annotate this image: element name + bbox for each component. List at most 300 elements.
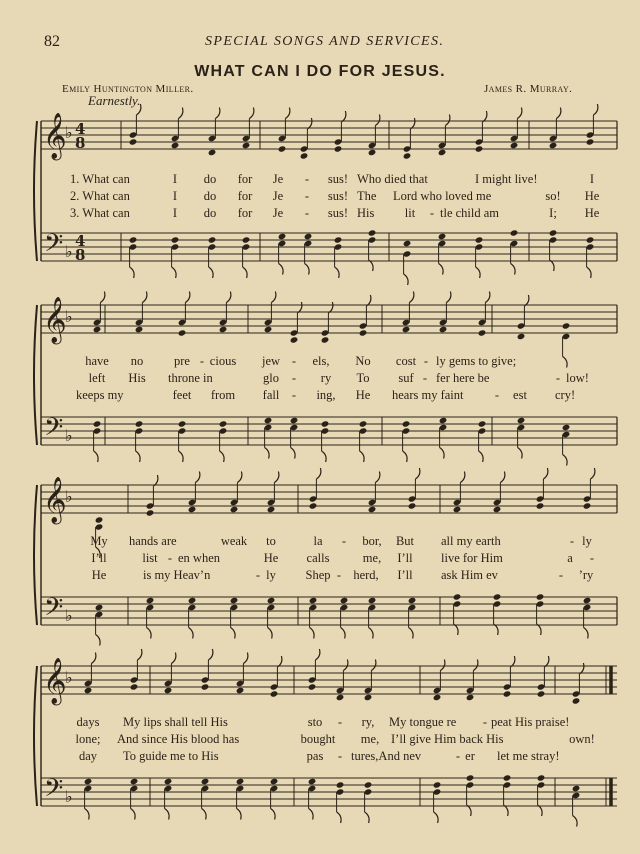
notehead <box>278 145 287 152</box>
lyric-syllable: - <box>482 715 488 729</box>
note-flag <box>271 292 276 303</box>
notehead <box>130 778 139 785</box>
note-flag <box>136 104 141 115</box>
note-flag <box>479 451 484 462</box>
lyric-line: 3. What can <box>70 206 130 220</box>
lyric-syllable: sus! <box>327 206 349 220</box>
notehead <box>510 142 519 149</box>
note-flag <box>366 295 371 306</box>
notehead <box>453 593 462 600</box>
lyric-syllable: tle child am <box>440 206 500 220</box>
lyric-syllable: low! <box>566 371 589 385</box>
note-flag <box>476 267 481 278</box>
lyric-syllable: hands are <box>129 534 177 548</box>
lyric-syllable: But <box>395 534 415 548</box>
notehead <box>368 149 377 156</box>
note-flag <box>91 653 96 664</box>
lyric-syllable: - <box>291 388 297 402</box>
note-flag <box>544 656 549 667</box>
lyric-syllable: so! <box>545 189 561 203</box>
lyric-syllable: I <box>172 206 178 220</box>
lyric-syllable: me, <box>360 732 380 746</box>
lyric-syllable: Who died that <box>357 172 428 186</box>
notehead <box>201 778 210 785</box>
note-flag <box>322 451 327 462</box>
notehead <box>242 142 251 149</box>
note-flag <box>537 624 542 635</box>
note-flag <box>482 111 487 122</box>
key-signature-flat: ♭ <box>65 123 73 142</box>
lyric-syllable: have <box>85 354 109 368</box>
note-flag <box>208 649 213 660</box>
notehead <box>219 420 228 427</box>
lyric-syllable: No <box>355 354 371 368</box>
treble-clef: 𝄞 <box>43 297 67 343</box>
page-number: 82 <box>44 33 60 50</box>
lyric-syllable: feet <box>172 388 192 402</box>
lyric-syllable: weak <box>220 534 248 548</box>
lyric-syllable: no <box>130 354 144 368</box>
note-flag <box>371 660 376 671</box>
bass-clef: 𝄢 <box>44 774 64 809</box>
notehead <box>466 694 475 701</box>
system-brace <box>34 666 37 806</box>
notehead <box>368 506 377 513</box>
notehead <box>517 417 526 424</box>
lyric-syllable: ry, <box>361 715 375 729</box>
notehead <box>290 336 299 343</box>
note-flag <box>220 451 225 462</box>
lyric-syllable: ly <box>582 534 592 548</box>
notehead <box>270 690 279 697</box>
note-flag <box>85 809 90 820</box>
lyric-syllable: do <box>203 189 217 203</box>
lyric-syllable: days <box>76 715 100 729</box>
treble-clef: 𝄞 <box>43 477 67 523</box>
notehead <box>336 694 345 701</box>
note-flag <box>231 628 236 639</box>
lyric-syllable: - <box>199 354 205 368</box>
lyric-syllable: He <box>584 206 600 220</box>
note-flag <box>337 812 342 823</box>
note-flag <box>178 108 183 119</box>
bass-clef: 𝄢 <box>44 229 64 264</box>
note-flag <box>404 274 409 285</box>
lyric-syllable: left <box>88 371 106 385</box>
notehead <box>453 506 462 513</box>
lyric-syllable: I <box>589 172 595 186</box>
note-flag <box>202 809 207 820</box>
lyric-syllable: - <box>304 172 310 186</box>
notehead <box>93 420 102 427</box>
lyric-syllable: lone; <box>75 732 101 746</box>
notehead <box>364 781 373 788</box>
lyric-line: 2. What can <box>70 189 130 203</box>
notehead <box>146 597 155 604</box>
treble-clef: 𝄞 <box>43 658 67 704</box>
hymn-composer: James R. Murray. <box>484 83 573 95</box>
lyric-syllable: He <box>355 388 371 402</box>
lyric-syllable: - <box>291 354 297 368</box>
bass-clef: 𝄢 <box>44 593 64 628</box>
notehead <box>583 597 592 604</box>
note-flag <box>563 455 568 466</box>
notehead <box>300 152 309 159</box>
lyric-syllable: - <box>167 551 173 565</box>
lyric-syllable: - <box>341 534 347 548</box>
note-flag <box>500 472 505 483</box>
notehead <box>433 781 442 788</box>
notehead <box>308 778 317 785</box>
notehead <box>309 502 318 509</box>
lyric-syllable: do <box>203 206 217 220</box>
note-flag <box>494 624 499 635</box>
note-flag <box>130 267 135 278</box>
lyric-syllable: hears my faint <box>392 388 464 402</box>
note-flag <box>446 292 451 303</box>
note-flag <box>467 805 472 816</box>
notehead <box>130 683 139 690</box>
notehead <box>368 597 377 604</box>
note-flag <box>556 108 561 119</box>
note-flag <box>440 660 445 671</box>
note-flag <box>307 118 312 129</box>
notehead <box>408 597 417 604</box>
lyric-syllable: ask Him ev <box>441 568 498 582</box>
lyric-syllable: la <box>313 534 323 548</box>
note-flag <box>237 472 242 483</box>
notehead <box>364 694 373 701</box>
note-flag <box>137 649 142 660</box>
lyric-syllable: Je <box>272 172 284 186</box>
lyric-syllable: jew <box>261 354 281 368</box>
notehead <box>503 690 512 697</box>
notehead <box>475 236 484 243</box>
note-flag <box>305 264 310 275</box>
note-flag <box>415 468 420 479</box>
notehead <box>236 687 245 694</box>
notehead <box>517 333 526 340</box>
lyric-syllable: He <box>91 568 107 582</box>
lyric-syllable: fall <box>262 388 280 402</box>
notehead <box>536 593 545 600</box>
hymn-author: Emily Huntington Miller. <box>62 83 194 95</box>
notehead <box>408 502 417 509</box>
notehead <box>267 597 276 604</box>
notehead <box>164 687 173 694</box>
lyric-syllable: for <box>237 172 253 186</box>
lyric-syllable: I <box>172 172 178 186</box>
lyric-syllable: cious <box>209 354 237 368</box>
system-brace <box>34 121 37 261</box>
note-flag <box>136 451 141 462</box>
note-flag <box>375 115 380 126</box>
note-flag <box>518 448 523 459</box>
notehead <box>264 417 273 424</box>
notehead <box>230 597 239 604</box>
note-flag <box>587 267 592 278</box>
notehead <box>188 597 197 604</box>
note-flag <box>550 260 555 271</box>
note-flag <box>100 292 105 303</box>
lyric-syllable: - <box>304 206 310 220</box>
notehead <box>208 236 217 243</box>
lyric-syllable: ’ry <box>578 568 594 582</box>
note-flag <box>195 472 200 483</box>
note-flag <box>584 628 589 639</box>
note-flag <box>504 805 509 816</box>
notehead <box>84 778 93 785</box>
notehead <box>93 326 102 333</box>
notehead <box>321 420 330 427</box>
notehead <box>95 604 104 611</box>
lyric-syllable: And since His blood has <box>117 732 240 746</box>
notehead <box>290 417 299 424</box>
lyric-syllable: I might live! <box>475 172 538 186</box>
notehead <box>334 145 343 152</box>
lyric-syllable: He <box>584 189 600 203</box>
note-flag <box>543 468 548 479</box>
note-flag <box>360 451 365 462</box>
notehead <box>572 697 581 704</box>
lyric-syllable: - <box>455 749 461 763</box>
note-flag <box>409 292 414 303</box>
notehead <box>84 687 93 694</box>
lyric-syllable: - <box>337 749 343 763</box>
notehead <box>493 506 502 513</box>
notehead <box>438 149 447 156</box>
note-flag <box>265 448 270 459</box>
key-signature-flat: ♭ <box>65 668 73 687</box>
note-flag <box>335 267 340 278</box>
notehead <box>478 420 487 427</box>
notehead <box>478 329 487 336</box>
notehead <box>562 424 571 431</box>
notehead <box>242 236 251 243</box>
notehead <box>135 326 144 333</box>
key-signature-flat: ♭ <box>65 242 73 261</box>
lyric-syllable: sto <box>307 715 323 729</box>
lyric-syllable: - <box>291 371 297 385</box>
note-flag <box>375 472 380 483</box>
note-flag <box>268 628 273 639</box>
bass-clef: 𝄢 <box>44 413 64 448</box>
lyric-syllable: cry! <box>555 388 576 402</box>
note-flag <box>434 812 439 823</box>
notehead <box>549 142 558 149</box>
notehead <box>433 694 442 701</box>
note-flag <box>365 812 370 823</box>
notehead <box>586 236 595 243</box>
system-brace <box>34 485 37 625</box>
lyric-syllable: - <box>423 354 429 368</box>
note-flag <box>277 656 282 667</box>
note-flag <box>409 628 414 639</box>
lyric-syllable: me, <box>362 551 382 565</box>
lyric-syllable: let me stray! <box>497 749 560 763</box>
note-flag <box>153 475 158 486</box>
lyric-syllable: to <box>266 534 276 548</box>
lyric-syllable: Lord who loved me <box>393 189 492 203</box>
lyric-syllable: - <box>555 371 561 385</box>
lyric-syllable: ly <box>266 568 276 582</box>
lyric-syllable: own! <box>569 732 595 746</box>
notehead <box>171 236 180 243</box>
lyric-syllable: I’ll <box>91 551 107 565</box>
note-flag <box>510 656 515 667</box>
lyric-syllable: My tongue re <box>389 715 457 729</box>
note-flag <box>285 108 290 119</box>
note-flag <box>315 649 320 660</box>
note-flag <box>215 108 220 119</box>
notehead <box>164 778 173 785</box>
note-flag <box>369 628 374 639</box>
note-flag <box>147 628 152 639</box>
lyric-syllable: - <box>255 568 261 582</box>
tempo-marking: Earnestly. <box>88 93 141 108</box>
lyric-syllable: tures,And nev <box>351 749 422 763</box>
lyric-syllable: is my Heav’n <box>143 568 211 582</box>
lyric-syllable: - <box>558 568 564 582</box>
notehead <box>583 502 592 509</box>
lyric-syllable: My <box>90 534 108 548</box>
note-flag <box>172 267 177 278</box>
note-flag <box>590 468 595 479</box>
lyric-syllable: sus! <box>327 172 349 186</box>
notehead <box>308 683 317 690</box>
notehead <box>135 420 144 427</box>
time-signature-top: 4 <box>75 232 86 250</box>
note-flag <box>511 264 515 275</box>
lyric-syllable: - <box>304 189 310 203</box>
notehead <box>439 417 448 424</box>
notehead <box>129 236 138 243</box>
note-flag <box>309 809 314 820</box>
note-flag <box>445 115 450 126</box>
note-flag <box>189 628 194 639</box>
lyric-syllable: cost <box>395 354 417 368</box>
running-head: SPECIAL SONGS AND SERVICES. <box>205 34 445 49</box>
lyric-syllable: calls <box>306 551 330 565</box>
note-flag <box>454 624 459 635</box>
notehead <box>403 152 412 159</box>
lyric-syllable: Je <box>272 189 284 203</box>
lyric-line: 1. What can <box>70 172 130 186</box>
notehead <box>493 593 502 600</box>
lyric-syllable: er <box>465 749 475 763</box>
lyric-syllable: To guide me to His <box>123 749 219 763</box>
note-flag <box>579 663 584 674</box>
note-flag <box>171 653 176 664</box>
note-flag <box>310 628 315 639</box>
note-flag <box>179 451 184 462</box>
lyric-syllable: He <box>263 551 279 565</box>
note-flag <box>96 635 101 646</box>
lyric-syllable: I’ll <box>397 568 413 582</box>
note-flag <box>517 108 522 119</box>
lyric-syllable: ing, <box>316 388 336 402</box>
key-signature-flat: ♭ <box>65 606 73 625</box>
lyric-syllable: all my earth <box>441 534 501 548</box>
lyric-syllable: - <box>429 206 435 220</box>
system-brace <box>34 305 37 445</box>
lyric-syllable: suf <box>398 371 414 385</box>
lyric-syllable: bought <box>300 732 336 746</box>
lyric-syllable: sus! <box>327 189 349 203</box>
notehead <box>208 149 217 156</box>
lyric-syllable: His <box>357 206 375 220</box>
note-flag <box>440 448 445 459</box>
notehead <box>359 329 368 336</box>
lyric-syllable: I <box>172 189 178 203</box>
lyric-syllable: - <box>336 568 342 582</box>
lyric-syllable: bor, <box>362 534 382 548</box>
time-signature-bottom: 8 <box>75 246 86 264</box>
notehead <box>402 326 411 333</box>
lyric-syllable: herd, <box>353 568 379 582</box>
notehead <box>336 781 345 788</box>
lyric-syllable: en when <box>178 551 220 565</box>
notehead <box>466 774 475 781</box>
lyric-syllable: est <box>513 388 527 402</box>
notehead <box>219 326 228 333</box>
lyric-syllable: day <box>78 749 98 763</box>
note-flag <box>209 267 214 278</box>
lyric-syllable: peat His praise! <box>491 715 570 729</box>
notehead <box>572 785 581 792</box>
note-flag <box>341 628 346 639</box>
note-flag <box>243 653 248 664</box>
notehead <box>188 506 197 513</box>
notehead <box>402 420 411 427</box>
lyric-syllable: - <box>569 534 575 548</box>
note-flag <box>271 809 276 820</box>
notehead <box>264 326 273 333</box>
key-signature-flat: ♭ <box>65 426 73 445</box>
notehead <box>340 597 349 604</box>
note-flag <box>142 292 147 303</box>
lyric-syllable: do <box>203 172 217 186</box>
notehead <box>359 420 368 427</box>
note-flag <box>460 472 465 483</box>
lyric-syllable: I’ll give Him back His <box>391 732 504 746</box>
note-flag <box>297 302 302 313</box>
lyric-syllable: a <box>567 551 573 565</box>
lyric-syllable: - <box>422 371 428 385</box>
note-flag <box>573 816 578 827</box>
lyric-syllable: lit <box>404 206 416 220</box>
lyric-syllable: - <box>589 551 595 565</box>
hymn-title: WHAT CAN I DO FOR JESUS. <box>194 63 446 80</box>
lyric-syllable: - <box>494 388 500 402</box>
notehead <box>475 145 484 152</box>
lyric-syllable: His <box>128 371 146 385</box>
key-signature-flat: ♭ <box>65 487 73 506</box>
notehead <box>309 597 318 604</box>
note-flag <box>369 260 374 271</box>
note-flag <box>485 292 490 303</box>
notehead <box>304 233 313 240</box>
notehead <box>510 229 519 236</box>
lyric-syllable: Shep <box>305 568 331 582</box>
note-flag <box>563 357 568 368</box>
notehead <box>278 233 287 240</box>
key-signature-flat: ♭ <box>65 307 73 326</box>
notehead <box>503 774 512 781</box>
notehead <box>178 329 187 336</box>
lyric-syllable: - <box>337 715 343 729</box>
lyric-syllable: ly gems to give; <box>436 354 517 368</box>
